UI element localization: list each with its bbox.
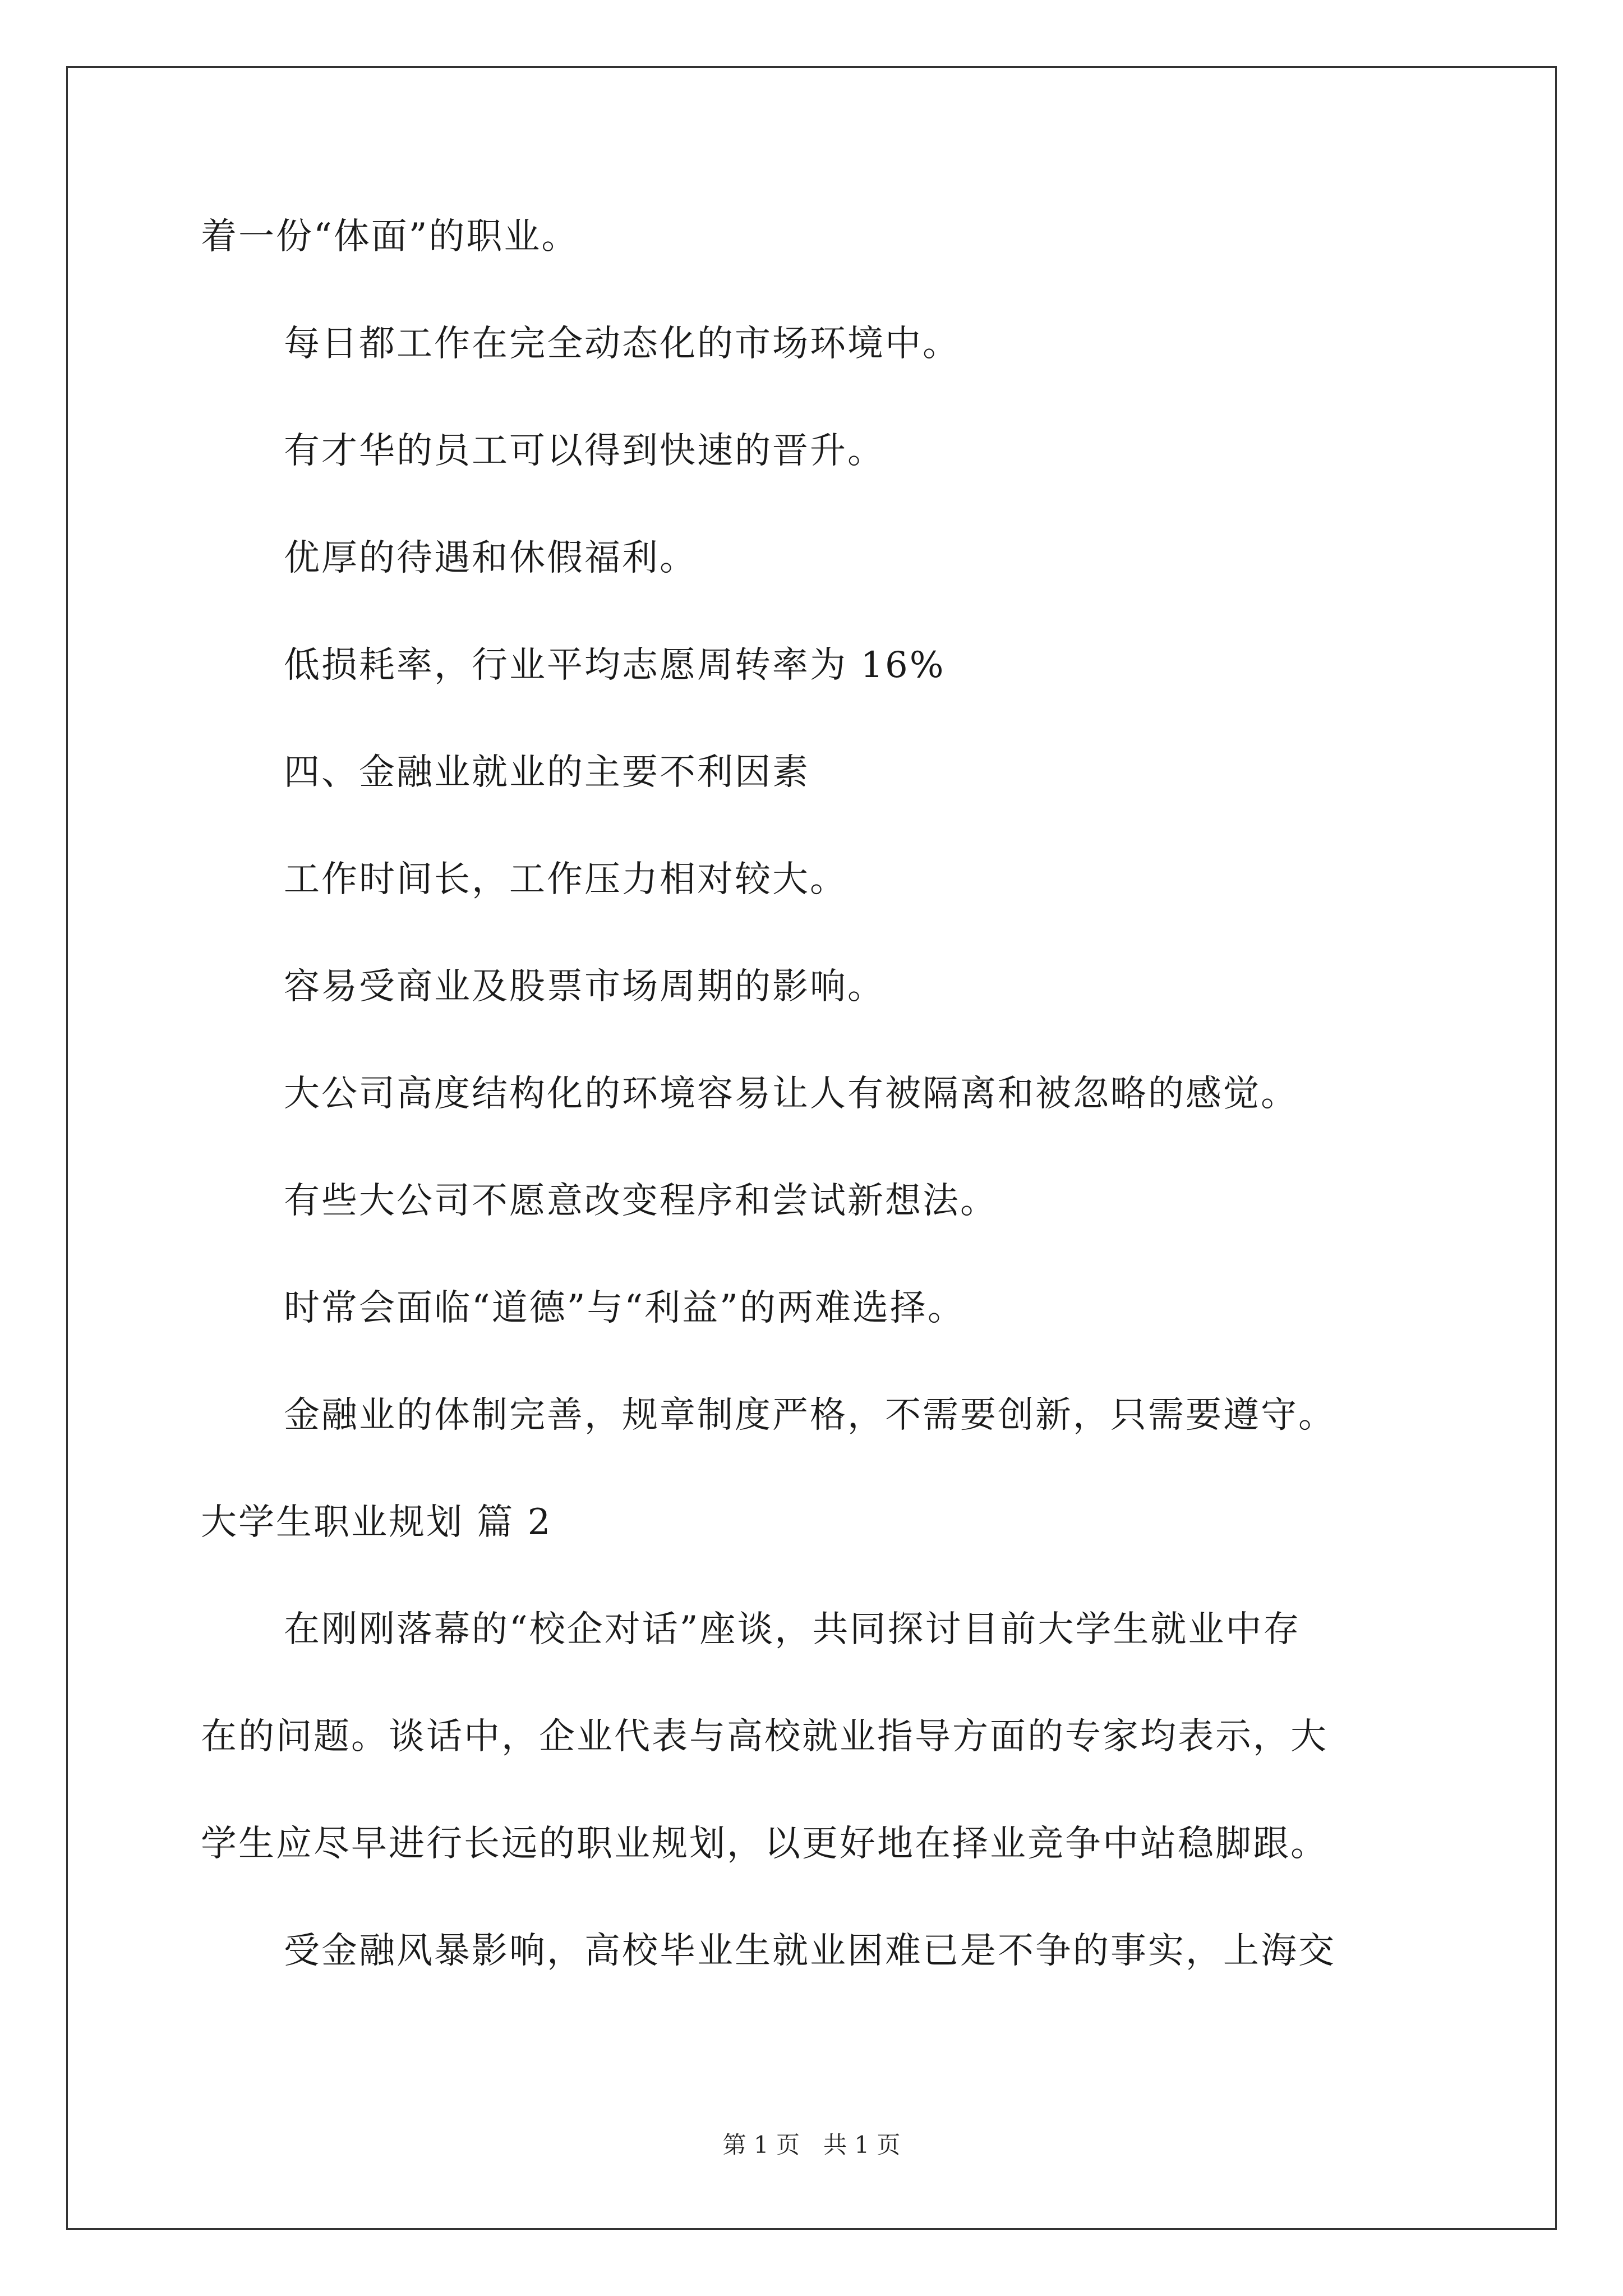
paragraph-line: 学生应尽早进行长远的职业规划，以更好地在择业竞争中站稳脚跟。 (201, 1823, 1328, 1865)
paragraph-line: 优厚的待遇和休假福利。 (284, 537, 697, 579)
paragraph-line: 每日都工作在完全动态化的市场环境中。 (284, 323, 960, 365)
paragraph-line: 受金融风暴影响，高校毕业生就业困难已是不争的事实，上海交 (284, 1930, 1336, 1972)
page-footer (0, 2133, 1623, 2157)
paragraph-line: 容易受商业及股票市场周期的影响。 (284, 966, 885, 1007)
paragraph-line: 金融业的体制完善，规章制度严格，不需要创新，只需要遵守。 (284, 1395, 1336, 1436)
document-body (201, 216, 1435, 1972)
paragraph-line: 着一份“体面”的职业。 (201, 216, 579, 257)
paragraph-line: 工作时间长，工作压力相对较大。 (284, 859, 847, 900)
page-number: 第 1 页 共 1 页 (722, 2131, 901, 2159)
paragraph-line: 低损耗率，行业平均志愿周转率为 16% (284, 645, 946, 686)
paragraph-line: 大公司高度结构化的环境容易让人有被隔离和被忽略的感觉。 (284, 1073, 1298, 1115)
paragraph-line: 在刚刚落幕的“校企对话”座谈，共同探讨目前大学生就业中存 (284, 1609, 1301, 1650)
paragraph-line: 有些大公司不愿意改变程序和尝试新想法。 (284, 1180, 998, 1222)
paragraph-line: 时常会面临“道德”与“利益”的两难选择。 (284, 1287, 965, 1329)
section-heading: 四、金融业就业的主要不利因素 (284, 752, 810, 793)
paragraph-line: 有才华的员工可以得到快速的晋升。 (284, 430, 885, 472)
article-title: 大学生职业规划 篇 2 (201, 1502, 552, 1543)
paragraph-line: 在的问题。谈话中，企业代表与高校就业指导方面的专家均表示，大 (201, 1716, 1328, 1757)
